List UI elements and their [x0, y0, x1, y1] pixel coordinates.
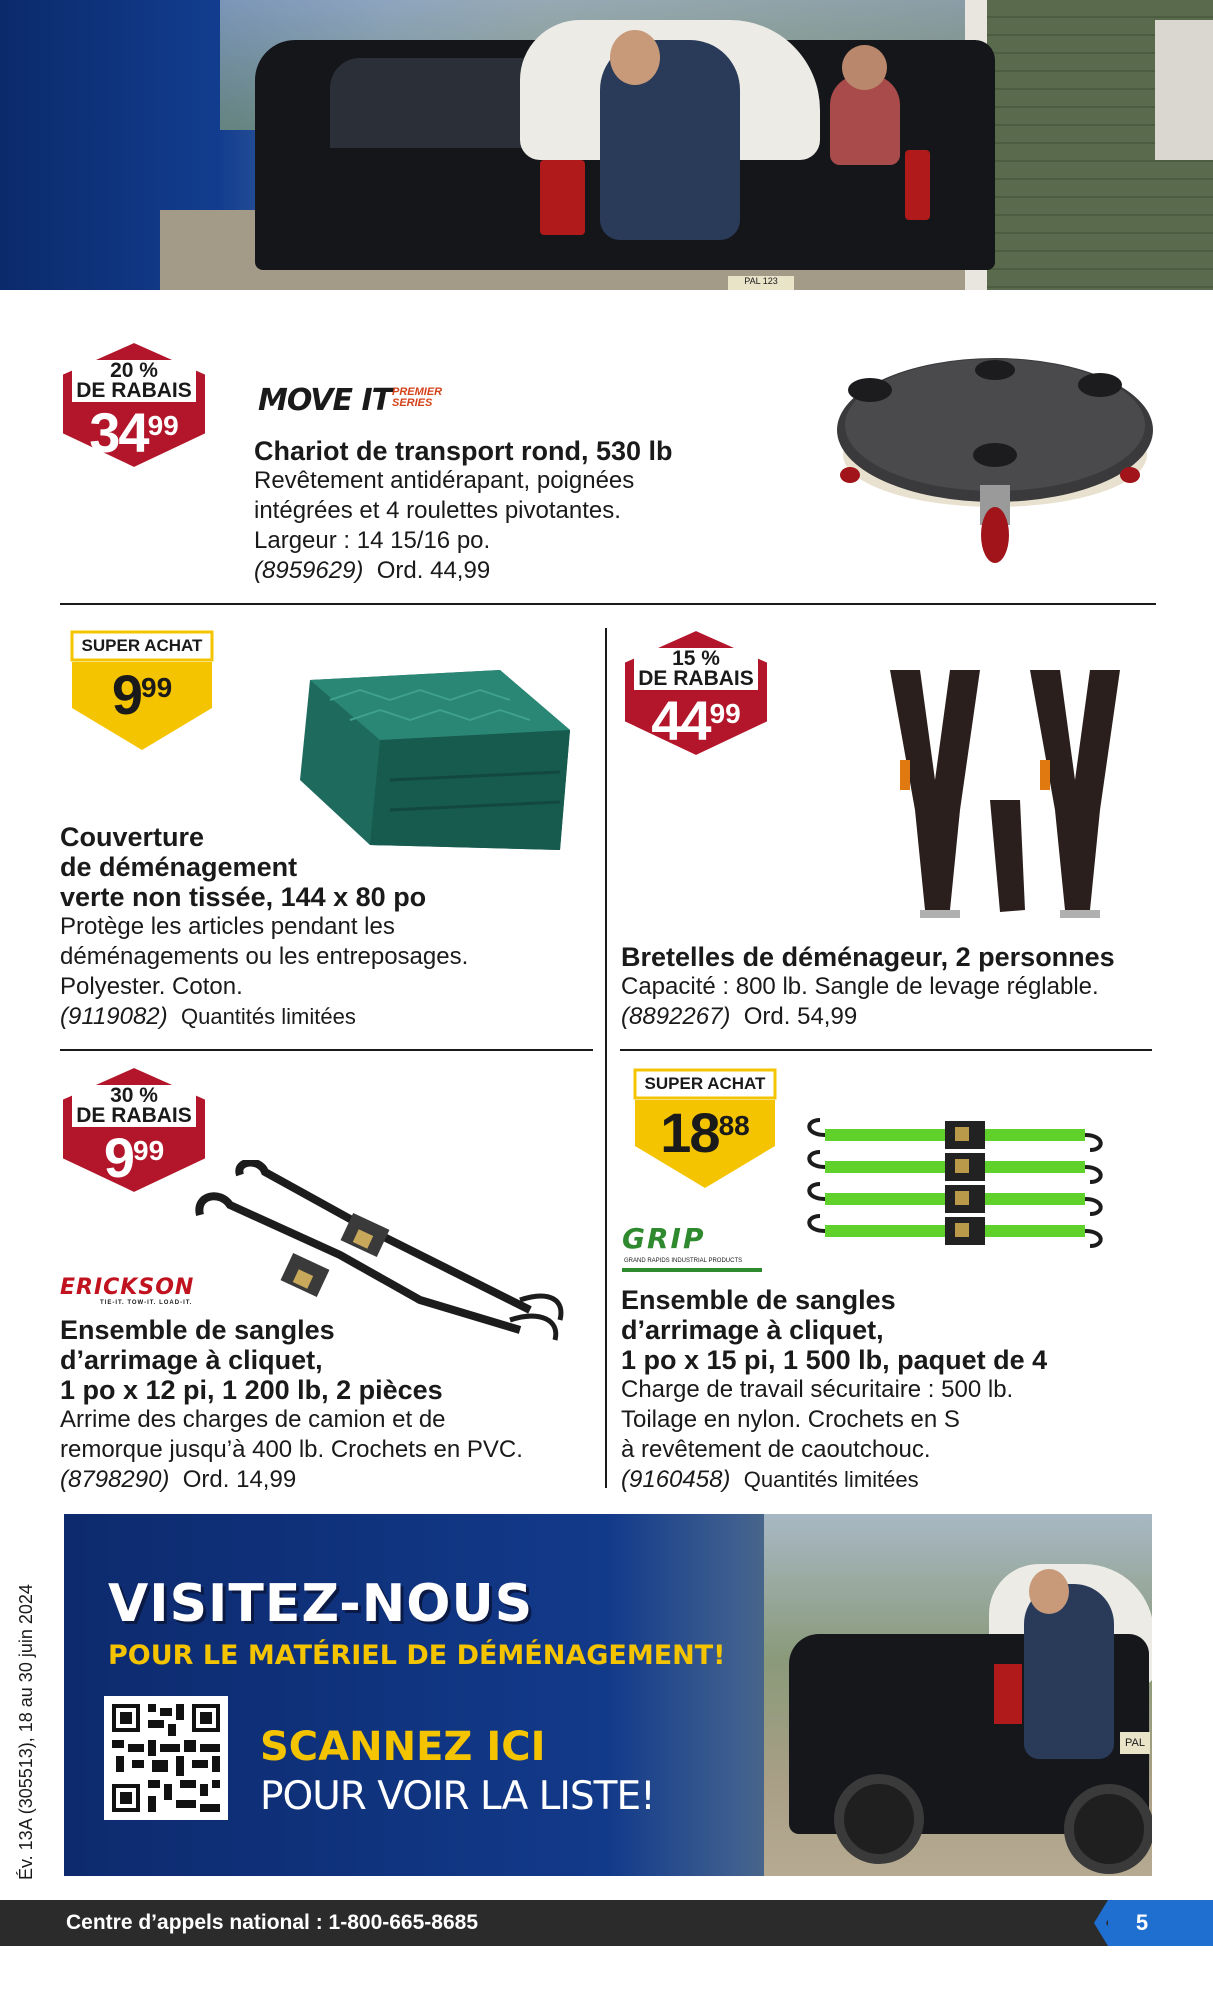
product-sku: (8959629)	[254, 557, 364, 584]
product-sku: (8798290)	[60, 1466, 170, 1493]
price-dollars: 18	[660, 1101, 719, 1164]
brand-name: MOVE IT	[258, 383, 392, 418]
man-in-background	[830, 75, 900, 165]
erickson-logo	[60, 1275, 220, 1309]
price-cents: 99	[709, 698, 741, 729]
product-desc-line: remorque jusqu’à 400 lb. Crochets en PVC.	[60, 1436, 523, 1463]
green-ratchet-straps-image	[805, 1105, 1115, 1250]
brand-series-line2: SERIES	[392, 397, 433, 409]
brand-tagline: GRAND RAPIDS INDUSTRIAL PRODUCTS	[624, 1258, 743, 1264]
page-number: 5	[1135, 1910, 1149, 1935]
price	[58, 1126, 210, 1189]
regular-price: Ord. 54,99	[743, 1003, 858, 1030]
hero-house	[965, 0, 1213, 290]
product-desc-line: déménagements ou les entreposages.	[60, 943, 469, 970]
product-text	[621, 1285, 1161, 1495]
price-dollars: 9	[111, 663, 141, 726]
edition-note: Év. 13A (305513), 18 au 30 juin 2024	[16, 1584, 36, 1880]
footer-bar	[0, 1900, 1213, 1946]
product-desc-line: Charge de travail sécuritaire : 500 lb.	[621, 1376, 1014, 1403]
person-head	[842, 45, 887, 90]
promo-banner[interactable]	[64, 1514, 1152, 1876]
regular-price: Ord. 14,99	[182, 1466, 297, 1493]
price	[58, 401, 210, 464]
product-sku-line	[60, 1465, 600, 1495]
super-achat-badge	[625, 1066, 785, 1191]
brand-tagline: TIE-IT. TOW-IT. LOAD-IT.	[100, 1300, 193, 1306]
product-title-line: Ensemble de sangles	[60, 1315, 335, 1345]
banner-headline: VISITEZ-NOUS	[108, 1574, 534, 1634]
limited-quantities: Quantités limitées	[743, 1467, 919, 1492]
product-text	[60, 822, 600, 1032]
discount-label: DE RABAIS	[76, 379, 192, 402]
product-title-line: Ensemble de sangles	[621, 1285, 896, 1315]
person-head	[1029, 1569, 1069, 1614]
moving-straps-image	[880, 660, 1140, 920]
person-head	[610, 30, 660, 85]
discount-badge	[58, 1065, 210, 1195]
super-achat-label: SUPER ACHAT	[81, 636, 203, 655]
product-desc-line: Capacité : 800 lb. Sangle de levage réglable.	[621, 973, 1099, 1000]
call-center-number[interactable]: Centre d’appels national : 1-800-665-8685	[66, 1911, 478, 1934]
brand-series	[392, 387, 442, 409]
man-loading-truck	[600, 40, 740, 240]
price	[625, 1101, 785, 1164]
license-plate: PAL	[1120, 1732, 1150, 1754]
discount-percent: 20 %	[110, 359, 158, 382]
product-desc-line: Arrime des charges de camion et de	[60, 1406, 446, 1433]
product-title-line: 1 po x 12 pi, 1 200 lb, 2 pièces	[60, 1375, 443, 1405]
divider	[620, 1049, 1152, 1051]
brand-name: GRIP	[622, 1222, 706, 1255]
product-desc-line: à revêtement de caoutchouc.	[621, 1436, 931, 1463]
product-sku: (9119082)	[60, 1003, 168, 1030]
truck-wheel	[1064, 1784, 1152, 1874]
product-text	[621, 942, 1161, 1032]
product-desc-line: Protège les articles pendant les	[60, 913, 395, 940]
price-dollars: 9	[103, 1126, 133, 1189]
product-title-line: de déménagement	[60, 852, 298, 882]
divider	[60, 1049, 593, 1051]
column-divider	[605, 628, 607, 1488]
price-cents: 99	[141, 672, 173, 703]
limited-quantities: Quantités limitées	[180, 1004, 356, 1029]
discount-badge	[620, 628, 772, 758]
moveit-logo	[258, 383, 458, 423]
product-title-line: d’arrimage à cliquet,	[621, 1315, 884, 1345]
round-dolly-image	[830, 335, 1160, 570]
price-cents: 88	[718, 1110, 750, 1141]
regular-price: Ord. 44,99	[376, 557, 491, 584]
price	[62, 663, 222, 726]
discount-percent: 15 %	[672, 647, 720, 670]
product-title: Chariot de transport rond, 530 lb	[254, 436, 673, 466]
truck-wheel	[834, 1774, 924, 1864]
discount-label: DE RABAIS	[76, 1104, 192, 1127]
grip-logo	[622, 1222, 772, 1274]
discount-percent: 30 %	[110, 1084, 158, 1107]
discount-label: DE RABAIS	[638, 667, 754, 690]
product-title-line: d’arrimage à cliquet,	[60, 1345, 323, 1375]
brand-underline	[622, 1268, 762, 1272]
price-cents: 99	[147, 410, 179, 441]
product-sku: (9160458)	[621, 1466, 731, 1493]
product-desc-line: Polyester. Coton.	[60, 973, 243, 1000]
hero-photo	[0, 0, 1213, 290]
brand-name: ERICKSON	[60, 1275, 195, 1300]
product-title-line: 1 po x 15 pi, 1 500 lb, paquet de 4	[621, 1345, 1048, 1375]
taillight	[994, 1664, 1022, 1724]
product-title: Bretelles de déménageur, 2 personnes	[621, 942, 1115, 972]
product-text	[254, 436, 754, 586]
product-title-line: verte non tissée, 144 x 80 po	[60, 882, 427, 912]
house-window	[1155, 20, 1213, 160]
brand-series-line1: PREMIER	[392, 386, 443, 398]
man-loading-truck	[1024, 1584, 1114, 1759]
price	[620, 689, 772, 752]
discount-badge	[58, 340, 210, 470]
super-achat-label: SUPER ACHAT	[644, 1074, 766, 1093]
scan-here-text: SCANNEZ ICI	[260, 1724, 546, 1770]
qr-code[interactable]	[104, 1696, 228, 1820]
product-sku: (8892267)	[621, 1003, 731, 1030]
product-desc-line: Largeur : 14 15/16 po.	[254, 527, 491, 554]
product-desc-line: Revêtement antidérapant, poignées	[254, 467, 635, 494]
divider	[60, 603, 1156, 605]
super-achat-badge	[62, 628, 222, 753]
product-desc-line: Toilage en nylon. Crochets en S	[621, 1406, 960, 1433]
product-desc-line: intégrées et 4 roulettes pivotantes.	[254, 497, 621, 524]
product-sku-line	[254, 556, 754, 586]
price-dollars: 44	[651, 689, 710, 752]
price-cents: 99	[133, 1135, 165, 1166]
product-sku-line	[621, 1002, 1161, 1032]
taillight	[905, 150, 930, 220]
product-title-line: Couverture	[60, 822, 205, 852]
license-plate: PAL 123	[728, 276, 794, 290]
banner-subhead: POUR LE MATÉRIEL DE DÉMÉNAGEMENT!	[108, 1640, 726, 1671]
product-sku-line	[621, 1465, 1161, 1495]
taillight	[540, 160, 585, 235]
product-sku-line	[60, 1002, 600, 1032]
product-text	[60, 1315, 600, 1495]
see-list-text: POUR VOIR LA LISTE!	[260, 1774, 655, 1819]
price-dollars: 34	[89, 401, 148, 464]
